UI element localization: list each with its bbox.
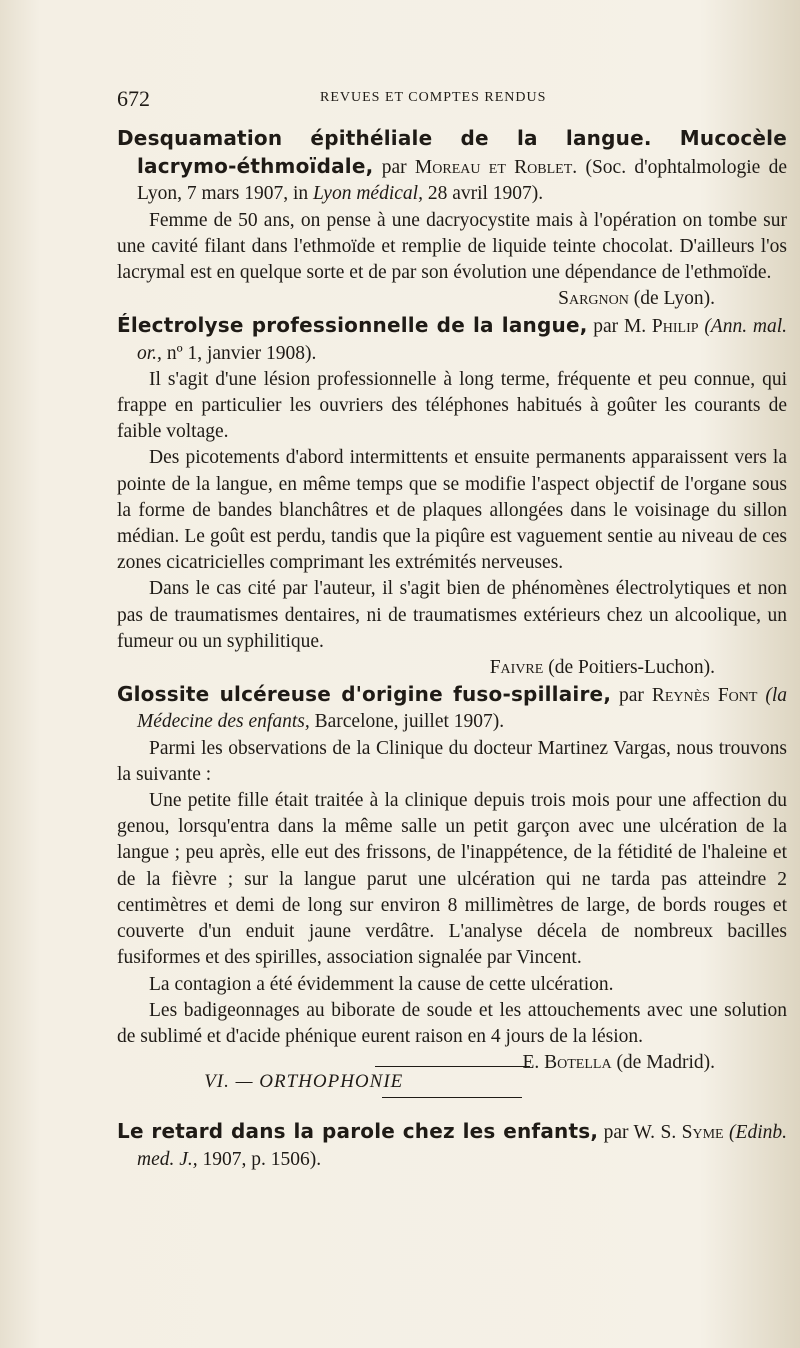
signature-name: Sargnon [558,288,629,310]
paragraph: Il s'agit d'une lésion professionnelle à long terme, fréquente et peu connue, qui frappe en particulier les ouvriers des téléphones habitués à goûter les courants de faible voltage. [117,368,787,443]
article-title: Électrolyse professionnelle de la langue, [117,313,588,338]
citation-journal: (Ann. mal. or., [137,316,787,364]
citation-journal: (la Médecine des enfants, [137,685,788,733]
signature-place: (de Poitiers-Luchon). [543,657,715,679]
signature [117,286,787,312]
article-authors: Syme [681,1122,724,1144]
article-retard-parole [117,1118,787,1172]
page-body [117,125,787,1173]
page-number: 672 [117,86,150,111]
article-citation: (Soc. d'ophtalmologie de Lyon, 7 mars 1907, in [137,157,787,205]
authors-prefix: par [611,685,652,707]
signature-name: Faivre [489,657,544,679]
signature [117,655,787,681]
paragraph: Dans le cas cité par l'auteur, il s'agit bien de phénomènes électrolytiques et non pas de traumatismes dentaires, ni de traumatismes extérieurs chez un alcoolique, un fumeur ou un syphilitique. [117,578,787,652]
paragraph: Femme de 50 ans, on pense à une dacryocystite mais à l'opération on tombe sur une cavité filant dans l'ethmoïde et remplie de liquide teinte chocolat. D'ailleurs l'os lacrymal est en quelque sorte et de par son évolution une dépendance de l'ethmoïde. [117,209,787,284]
article-title: Glossite ulcéreuse d'origine fuso-spillaire, [117,682,612,707]
article-heading [117,125,787,208]
section-title: VI. — ORTHOPHONIE [204,1071,404,1093]
authors-prefix: par M. [587,316,652,338]
running-header [117,86,732,110]
article-authors: Moreau et Roblet. [414,157,578,179]
citation-date: nº 1, janvier 1908). [161,342,317,364]
article-title: Desquamation épithéliale de la langue. Mucocèle lacrymo-éthmoïdale, [117,126,787,179]
signature-place: (de Lyon). [628,288,715,310]
paragraph: Une petite fille était traitée à la clinique depuis trois mois pour une affection du genou, lorsqu'entra dans la même salle un petit garçon avec une ulcération de la langue ; peu après, elle eut des frissons, de l'inappétence, de la fétidité de l'haleine et de la fièvre ; sur la langue parut une ulcération qui ne tarda pas atteindre 2 centimètres et demi de long sur environ 8 millimètres de large, de bords rouges et couverte d'un enduit jaune verdâtre. L'analyse décela de nombreux bacilles fusiformes et des spirilles, association signalée par Vincent. [117,790,787,969]
article-heading [117,1118,787,1172]
paragraph-text: Les badigeonnages au biborate de soude et les attouchements avec une solution de sublimé et d'acide phénique eurent raison en 4 jours de la lésion. [117,999,787,1047]
signature [490,1050,787,1076]
paragraph: Des picotements d'abord intermittents et ensuite permanents apparaissent vers la pointe de la langue, en même temps que se modifie l'aspect objectif de l'organe sous la forme de bandes blanchâtres et de plaques allongées dans le voisinage du sillon médian. Le goût est perdu, tandis que la piqûre est vaguement sentie au niveau de ces zones cicatricielles comprimant les extrémités nerveuses. [117,447,787,574]
section-rule-bottom [382,1097,522,1098]
article-glossite [117,681,788,1074]
signature-name: E. Botella [522,1052,612,1074]
article-heading [117,312,787,366]
citation-date: 28 avril 1907). [422,183,544,205]
article-authors: Reynès Font [651,685,758,707]
authors-prefix: par [373,157,415,179]
running-title: REVUES ET COMPTES RENDUS [320,90,547,105]
paragraph [117,998,787,1074]
article-desquamation [117,125,787,312]
authors-prefix: par W. S. [598,1122,682,1144]
article-title: Le retard dans la parole chez les enfants, [117,1119,599,1144]
signature-place: (de Madrid). [611,1052,715,1074]
article-authors: Philip [651,316,699,338]
citation-journal: (Edinb. med. J., [137,1122,787,1170]
article-heading [117,681,787,735]
citation-journal: Lyon médical, [313,183,423,205]
citation-date: Barcelone, juillet 1907). [309,711,505,733]
article-electrolyse [117,312,787,681]
citation-date: 1907, p. 1506). [197,1148,322,1170]
paragraph: Parmi les observations de la Clinique du docteur Martinez Vargas, nous trouvons la suivante : [117,737,787,785]
paragraph: La contagion a été évidemment la cause de cette ulcération. [149,973,614,995]
